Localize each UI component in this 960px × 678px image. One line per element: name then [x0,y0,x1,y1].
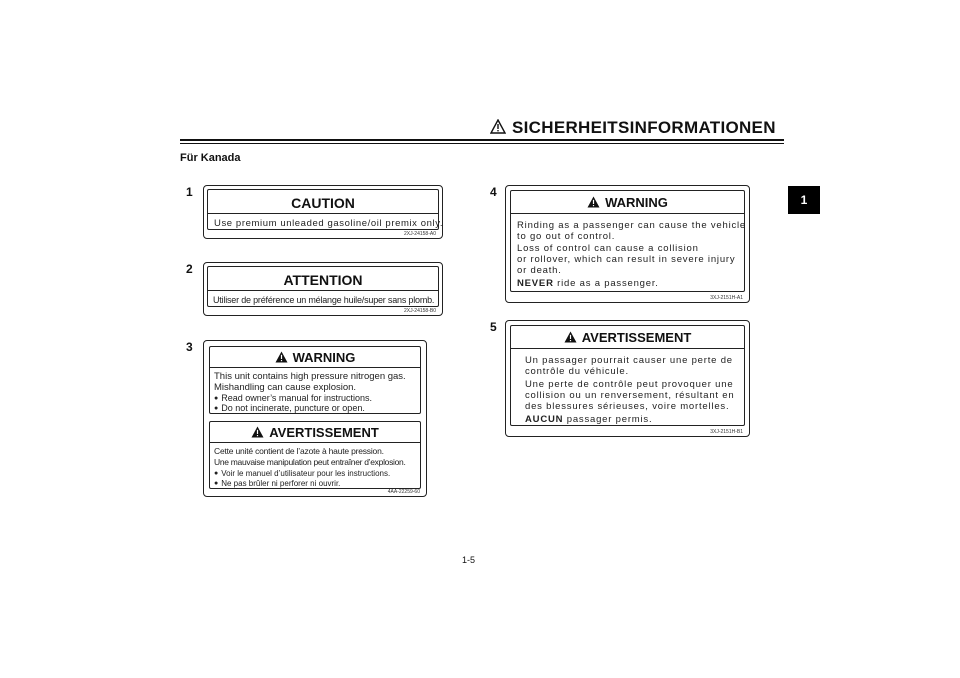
warning-triangle-icon [490,119,506,139]
warning-line-1: This unit contains high pressure nitrogen gas. [214,371,406,382]
label-code: 2XJ-24158-B0 [404,308,436,314]
avertissement-title: AVERTISSEMENT [581,330,692,345]
label-caution [203,185,443,239]
avert-passenger-line-3: Une perte de contrôle peut provoquer une [525,379,734,390]
passenger-line-3: Loss of control can cause a collision [517,243,699,254]
passenger-never-line [517,278,659,289]
avertissement-heading [210,426,420,439]
avertissement-heading [511,331,744,344]
avertissement-panel [209,421,421,489]
label-number-1: 1 [186,185,193,199]
avert-bullet-1: ● Voir le manuel d’utilisateur pour les instructions. [214,468,390,479]
avert-passenger-line-5: des blessures sérieuses, voire mortelles. [525,401,730,412]
label-code: 2XJ-24158-A0 [404,231,436,237]
warning-bullet-1: ● Read owner’s manual for instructions. [214,393,372,404]
avert-passenger-line-4: collision ou un renversement, résultant en [525,390,735,401]
warning-heading [210,351,420,364]
warning-title: WARNING [292,350,356,365]
label-number-4: 4 [490,185,497,199]
divider [210,442,420,443]
divider [511,213,744,214]
section-subtitle: Für Kanada [180,152,241,164]
label-caution-frame [207,189,444,230]
label-number-5: 5 [490,320,497,334]
label-text: Use premium unleaded gasoline/oil premix only. [214,218,444,229]
chapter-tab: 1 [788,186,820,214]
label-title: ATTENTION [283,272,363,288]
avert-passenger-line-2: contrôle du véhicule. [525,366,629,377]
passenger-line-5: or death. [517,265,562,276]
header-rule [180,139,784,141]
page-title [490,118,776,139]
avertissement-title: AVERTISSEMENT [269,425,379,440]
warning-triangle-icon [251,425,269,440]
label-nitrogen [203,340,427,497]
label-code: 3XJ-2151H-A1 [710,295,743,301]
warning-triangle-icon [587,195,605,210]
label-code: 3XJ-2151H-B1 [710,429,743,435]
warning-triangle-icon [275,350,293,365]
page-title-text: SICHERHEITSINFORMATIONEN [512,118,776,137]
warning-panel [209,346,421,414]
warning-line-2: Mishandling can cause explosion. [214,382,357,393]
avert-aucun-line [525,414,652,425]
warning-heading [511,196,744,209]
avert-passenger-line-1: Un passager pourrait causer une perte de [525,355,733,366]
avert-line-1: Cette unité contient de l’azote à haute pression. [214,446,384,456]
avert-line-2: Une mauvaise manipulation peut entraîner d’explosion. [214,457,406,467]
warning-title: WARNING [605,195,668,210]
header-rule-thin [180,143,784,144]
emphasis-rest: ride as a passenger. [553,278,659,289]
label-code: 4AA-22259-60 [387,489,420,495]
warning-bullet-2: ● Do not incinerate, puncture or open. [214,403,365,414]
divider [210,367,420,368]
avert-bullet-2: ● Ne pas brûler ni perforer ni ouvrir. [214,478,340,489]
passenger-avert-frame [510,325,745,426]
emphasis-word: AUCUN [525,414,564,425]
divider [208,290,438,291]
passenger-line-4: or rollover, which can result in severe injury [517,254,736,265]
warning-triangle-icon [564,330,582,345]
label-attention-frame [207,266,439,307]
label-attention [203,262,443,316]
label-text: Utiliser de préférence un mélange huile/super sans plomb. [213,295,435,305]
label-title: CAUTION [291,195,355,211]
label-passenger-avertissement [505,320,750,437]
divider [208,213,438,214]
page-number: 1-5 [462,555,476,565]
emphasis-rest: passager permis. [563,414,653,425]
label-number-2: 2 [186,262,193,276]
passenger-line-1: Rinding as a passenger can cause the vehicle [517,220,747,231]
label-passenger-warning [505,185,750,303]
divider [511,348,744,349]
emphasis-word: NEVER [517,278,554,289]
passenger-line-2: to go out of control. [517,231,616,242]
label-number-3: 3 [186,340,193,354]
passenger-warning-frame [510,190,745,292]
